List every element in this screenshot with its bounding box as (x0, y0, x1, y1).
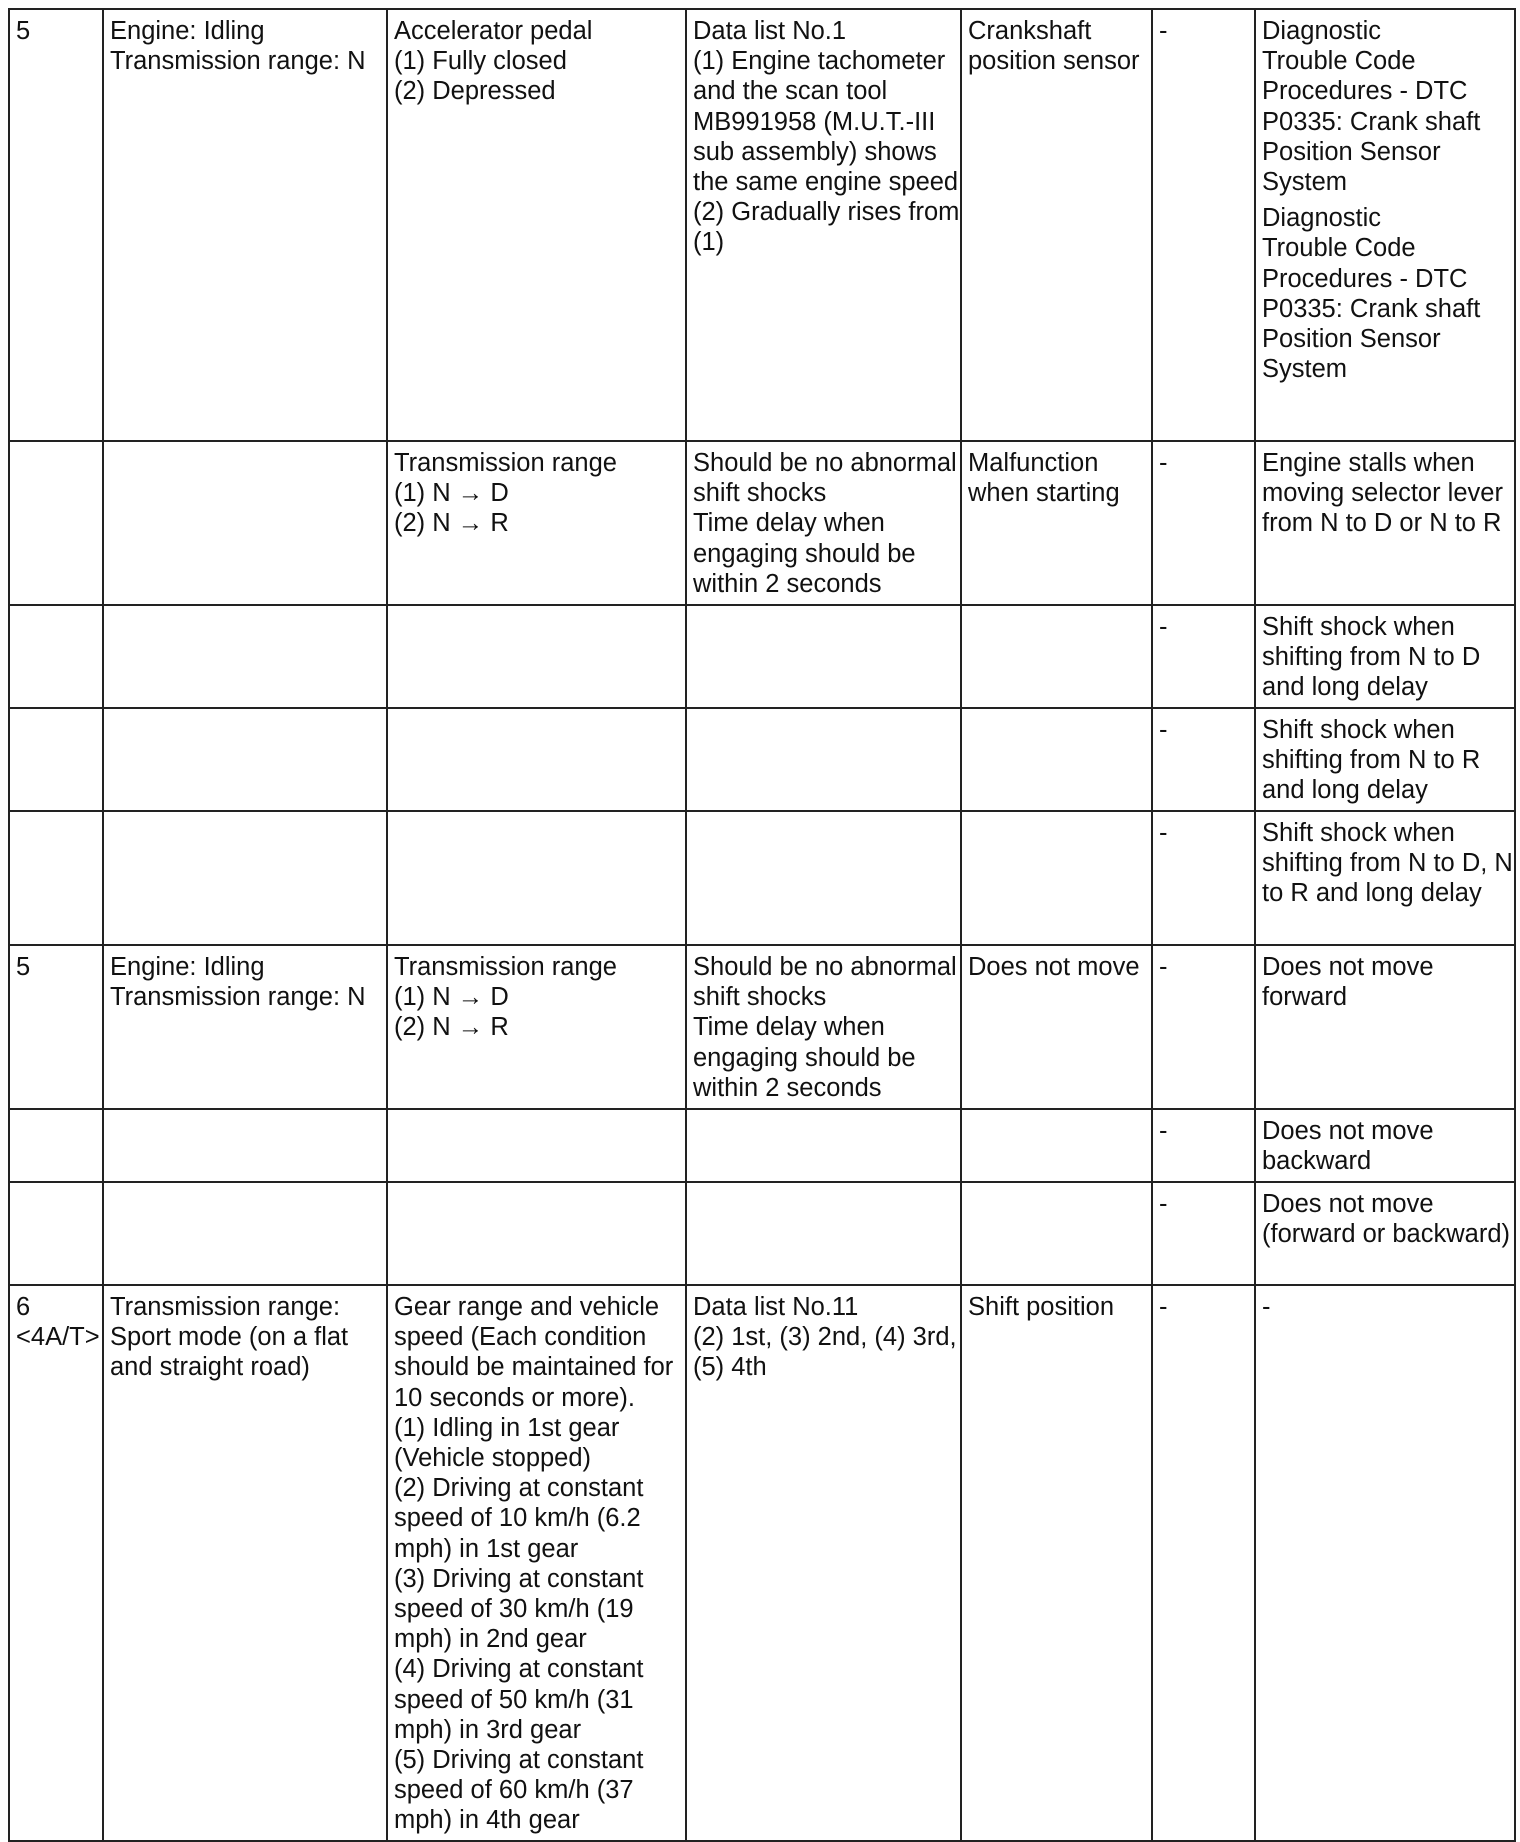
cell-text-line: Shift shock when (1262, 716, 1455, 744)
cell-text-line: Trouble Code (1262, 47, 1416, 76)
cell-text-line: 6 (16, 1293, 31, 1321)
table-row (9, 9, 1515, 441)
cell-text-line: Data list No.1 (693, 17, 847, 45)
inspection-item-cell (961, 9, 1152, 441)
condition-cell (103, 605, 387, 708)
cell-text-line: 5 (16, 17, 31, 45)
normal-condition-cell (686, 945, 961, 1109)
cell-text-line: Diagnostic (1262, 204, 1382, 233)
cell-text-line: from N to D or N to R (1262, 509, 1502, 538)
step-cell (9, 1182, 103, 1285)
dtc-cell (1152, 1109, 1255, 1182)
procedure-cell (1255, 605, 1515, 708)
dtc-cell (1152, 9, 1255, 441)
procedure-cell (1255, 811, 1515, 945)
cell-text-line: 5 (16, 953, 31, 981)
condition-cell (103, 811, 387, 945)
cell-text-line: (Vehicle stopped) (394, 1444, 592, 1473)
cell-text-line: the same engine speed (693, 168, 959, 197)
cell-text-line: Transmission range (394, 449, 617, 477)
cell-text-line: - (1159, 1293, 1168, 1321)
cell-text-line: and straight road) (110, 1353, 310, 1382)
cell-text-line: - (1159, 1117, 1168, 1145)
cell-text-line: P0335: Crank shaft (1262, 294, 1481, 323)
cell-text-line: System (1262, 355, 1348, 384)
normal-condition-cell (686, 708, 961, 811)
step-cell (9, 945, 103, 1109)
cell-text-line: Should be no abnormal (693, 449, 957, 477)
cell-text-line: speed of 60 km/h (37 (394, 1776, 634, 1805)
procedure-cell (1255, 1182, 1515, 1285)
cell-text-line: Engine stalls when (1262, 449, 1475, 477)
cell-text-line: Engine: Idling (110, 953, 265, 981)
cell-text-line: shift shocks (693, 479, 827, 508)
cell-text-line: (2) Gradually rises from (693, 198, 960, 227)
inspection-item-cell (961, 708, 1152, 811)
dtc-cell (1152, 605, 1255, 708)
table-row (9, 1109, 1515, 1182)
dtc-cell (1152, 811, 1255, 945)
cell-text-line: speed of 50 km/h (31 (394, 1685, 634, 1714)
cell-text-line: shifting from N to D (1262, 643, 1481, 672)
step-cell (9, 708, 103, 811)
procedure-cell (1255, 708, 1515, 811)
cell-text-line: and long delay (1262, 673, 1428, 702)
cell-text-line: Does not move (968, 953, 1140, 981)
check-item-cell (387, 1182, 686, 1285)
cell-text-line: mph) in 2nd gear (394, 1625, 587, 1654)
cell-text-line: Engine: Idling (110, 17, 265, 45)
normal-condition-cell (686, 605, 961, 708)
cell-text-line: - (1159, 1190, 1168, 1218)
cell-text-line: should be maintained for (394, 1353, 674, 1382)
cell-text-line: Time delay when (693, 1013, 885, 1042)
cell-text-line: (3) Driving at constant (394, 1564, 644, 1593)
inspection-item-cell (961, 605, 1152, 708)
cell-text-line: when starting (968, 479, 1120, 508)
cell-text-line: and the scan tool (693, 77, 888, 106)
cell-text-line: within 2 seconds (693, 1073, 882, 1102)
cell-text-line: (2) 1st, (3) 2nd, (4) 3rd, (693, 1323, 957, 1352)
step-cell (9, 9, 103, 441)
cell-text-line: MB991958 (M.U.T.-III (693, 107, 936, 136)
step-cell (9, 1285, 103, 1841)
cell-text-line: Procedures - DTC (1262, 264, 1468, 293)
step-cell (9, 811, 103, 945)
cell-text-line: shifting from N to R (1262, 746, 1481, 775)
condition-cell (103, 1109, 387, 1182)
cell-text-line: Transmission range: N (110, 47, 366, 76)
procedure-cell (1255, 1285, 1515, 1841)
cell-text-line: Position Sensor (1262, 325, 1441, 354)
cell-text-line: Transmission range (394, 953, 617, 981)
check-item-cell (387, 1285, 686, 1841)
cell-text-line: (1) (693, 228, 725, 257)
cell-text-line: Does not move (1262, 953, 1434, 981)
procedure-cell (1255, 945, 1515, 1109)
check-item-cell (387, 945, 686, 1109)
normal-condition-cell (686, 1109, 961, 1182)
check-item-cell (387, 811, 686, 945)
cell-text-line: Diagnostic (1262, 17, 1382, 45)
table-row (9, 1182, 1515, 1285)
condition-cell (103, 1285, 387, 1841)
cell-text-line: (5) Driving at constant (394, 1746, 644, 1775)
cell-text-line: Shift shock when (1262, 613, 1455, 641)
check-item-cell (387, 1109, 686, 1182)
cell-text-line: - (1159, 819, 1168, 847)
inspection-item-cell (961, 441, 1152, 605)
dtc-cell (1152, 1285, 1255, 1841)
cell-text-line: sub assembly) shows (693, 137, 937, 166)
cell-text-line: mph) in 1st gear (394, 1534, 579, 1563)
cell-text-line: (forward or backward) (1262, 1220, 1510, 1249)
cell-text-line: (4) Driving at constant (394, 1655, 644, 1684)
cell-text-line: (1) N → D (394, 479, 509, 508)
cell-text-line: (2) Driving at constant (394, 1474, 644, 1503)
cell-text-line: Position Sensor (1262, 137, 1441, 166)
cell-text-line: moving selector lever (1262, 479, 1503, 508)
cell-text-line: <4A/T> (16, 1323, 100, 1352)
dtc-cell (1152, 945, 1255, 1109)
cell-text-line: Shift position (968, 1293, 1115, 1321)
cell-text-line: mph) in 3rd gear (394, 1715, 582, 1744)
cell-text-line: within 2 seconds (693, 569, 882, 598)
cell-text-line: (2) N → R (394, 1013, 509, 1042)
normal-condition-cell (686, 1182, 961, 1285)
cell-text-line: backward (1262, 1147, 1372, 1176)
procedure-cell (1255, 1109, 1515, 1182)
cell-text-line: System (1262, 168, 1348, 197)
procedure-cell (1255, 9, 1515, 441)
inspection-item-cell (961, 1109, 1152, 1182)
cell-text-line: (2) N → R (394, 509, 509, 538)
cell-text-line: Accelerator pedal (394, 17, 593, 45)
cell-text-line: mph) in 4th gear (394, 1806, 580, 1835)
dtc-cell (1152, 708, 1255, 811)
cell-text-line: Gear range and vehicle (394, 1293, 660, 1321)
cell-text-line: - (1159, 613, 1168, 641)
procedure-cell (1255, 441, 1515, 605)
condition-cell (103, 945, 387, 1109)
cell-text-line: - (1262, 1293, 1271, 1321)
cell-text-line: Transmission range: (110, 1293, 341, 1321)
cell-text-line: speed (Each condition (394, 1323, 647, 1352)
cell-text-line: engaging should be (693, 539, 916, 568)
cell-text-line: Does not move (1262, 1190, 1434, 1218)
condition-cell (103, 1182, 387, 1285)
cell-text-line: shifting from N to D, N (1262, 849, 1513, 878)
step-cell (9, 1109, 103, 1182)
table-row (9, 441, 1515, 605)
condition-cell (103, 441, 387, 605)
cell-text-line: shift shocks (693, 983, 827, 1012)
check-item-cell (387, 605, 686, 708)
cell-text-line: Trouble Code (1262, 234, 1416, 263)
cell-text-line: P0335: Crank shaft (1262, 107, 1481, 136)
cell-text-line: (1) Idling in 1st gear (394, 1413, 620, 1442)
table-row (9, 945, 1515, 1109)
cell-text-line: and long delay (1262, 776, 1428, 805)
normal-condition-cell (686, 9, 961, 441)
cell-text-line: to R and long delay (1262, 879, 1482, 908)
cell-text-line: - (1159, 953, 1168, 981)
step-cell (9, 605, 103, 708)
cell-text-line: (1) N → D (394, 983, 509, 1012)
cell-text-line: speed of 30 km/h (19 (394, 1595, 634, 1624)
inspection-item-cell (961, 1182, 1152, 1285)
cell-text-line: - (1159, 17, 1168, 45)
cell-text-line: forward (1262, 983, 1348, 1012)
check-item-cell (387, 9, 686, 441)
table-body (9, 9, 1515, 1841)
cell-text-line: Transmission range: N (110, 983, 366, 1012)
cell-text-line: (2) Depressed (394, 77, 556, 106)
cell-text-line: 10 seconds or more). (394, 1383, 635, 1412)
normal-condition-cell (686, 811, 961, 945)
condition-cell (103, 9, 387, 441)
check-item-cell (387, 708, 686, 811)
cell-text-line: Crankshaft (968, 17, 1092, 45)
normal-condition-cell (686, 1285, 961, 1841)
cell-text-line: - (1159, 449, 1168, 477)
cell-text-line: - (1159, 716, 1168, 744)
cell-text-line: Shift shock when (1262, 819, 1455, 847)
cell-text-line: (1) Engine tachometer (693, 47, 946, 76)
cell-text-line: speed of 10 km/h (6.2 (394, 1504, 641, 1533)
table-row (9, 605, 1515, 708)
inspection-item-cell (961, 945, 1152, 1109)
cell-text-line: (1) Fully closed (394, 47, 567, 76)
dtc-cell (1152, 441, 1255, 605)
cell-text-line: Does not move (1262, 1117, 1434, 1145)
cell-text-line: Data list No.11 (693, 1293, 859, 1321)
diagnosis-table (8, 8, 1516, 1842)
dtc-cell (1152, 1182, 1255, 1285)
cell-text-line: Should be no abnormal (693, 953, 957, 981)
normal-condition-cell (686, 441, 961, 605)
check-item-cell (387, 441, 686, 605)
cell-text-line: Sport mode (on a flat (110, 1323, 349, 1352)
cell-text-line: Time delay when (693, 509, 885, 538)
table-row (9, 811, 1515, 945)
condition-cell (103, 708, 387, 811)
table-row (9, 708, 1515, 811)
cell-text-line: Malfunction (968, 449, 1099, 477)
table-row (9, 1285, 1515, 1841)
step-cell (9, 441, 103, 605)
cell-text-line: engaging should be (693, 1043, 916, 1072)
cell-text-line: (5) 4th (693, 1353, 767, 1382)
inspection-item-cell (961, 1285, 1152, 1841)
inspection-item-cell (961, 811, 1152, 945)
cell-text-line: Procedures - DTC (1262, 77, 1468, 106)
cell-text-line: position sensor (968, 47, 1140, 76)
